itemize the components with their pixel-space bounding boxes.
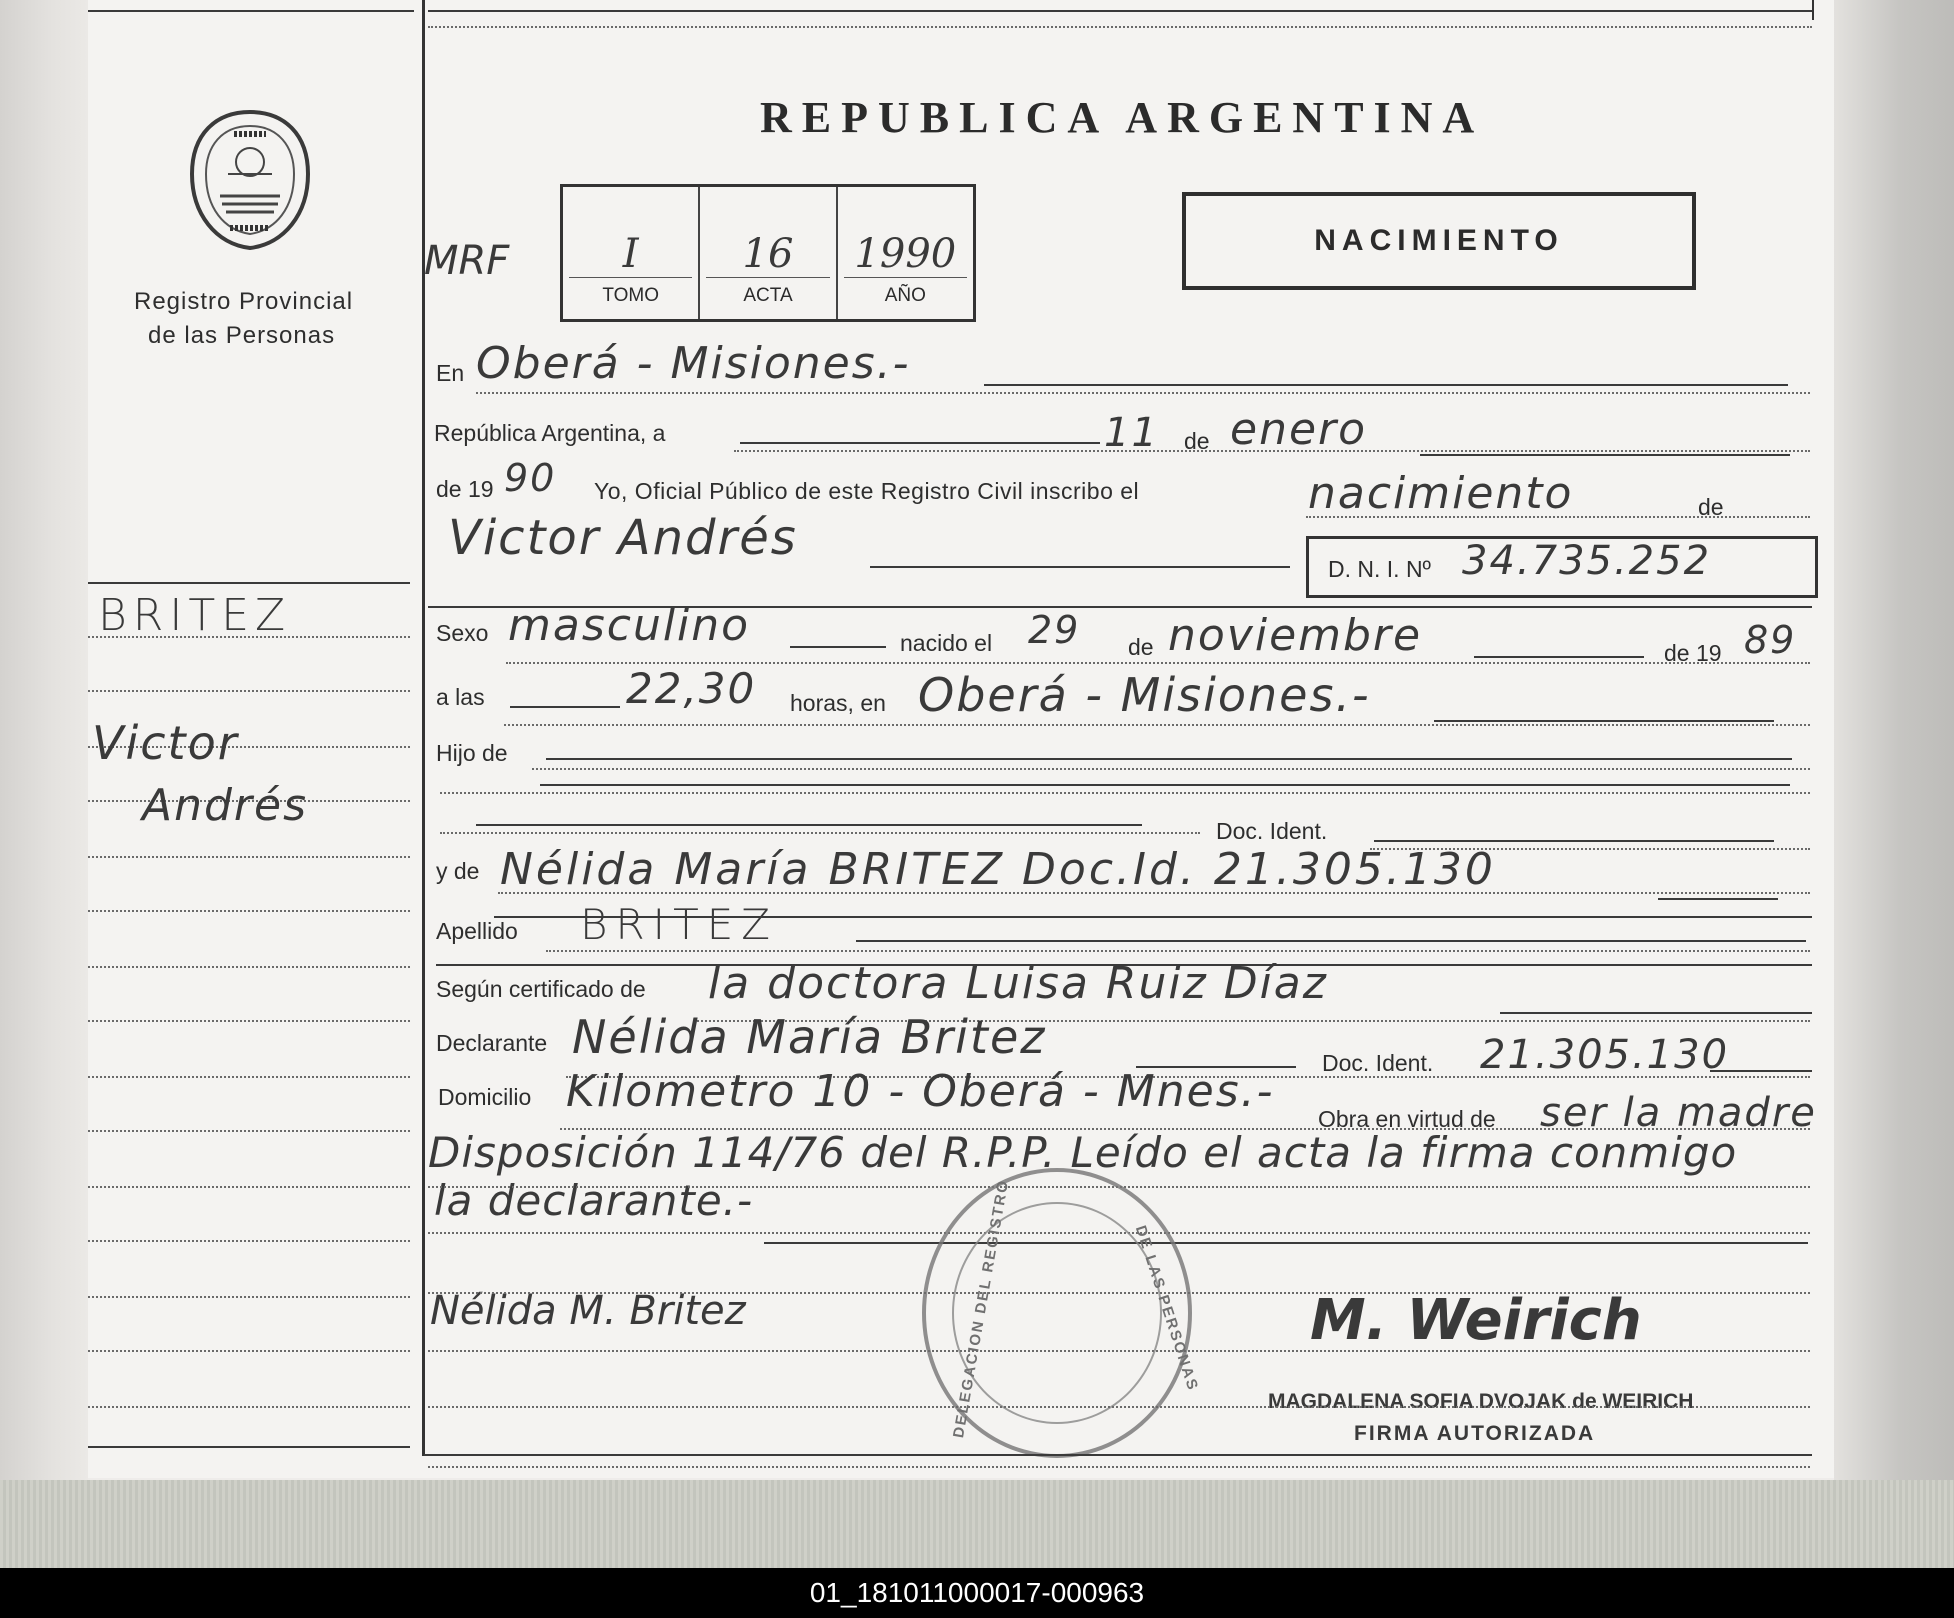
officer-role: FIRMA AUTORIZADA xyxy=(1354,1422,1596,1445)
dni-label: D. N. I. Nº xyxy=(1328,556,1431,582)
officer-signature: M. Weirich xyxy=(1310,1288,1642,1353)
en-line xyxy=(984,384,1788,386)
month-value: enero xyxy=(1230,404,1368,455)
apellido-label: Apellido xyxy=(436,918,518,944)
bottom-rule xyxy=(424,1454,1812,1456)
domicilio-value: Kilometro 10 - Oberá - Mnes.- xyxy=(566,1066,1275,1117)
tomo-cell xyxy=(563,187,700,319)
birth-day: 29 xyxy=(1028,608,1081,652)
sig-dots xyxy=(428,1406,1810,1408)
hijo-dots xyxy=(532,768,1810,770)
margin-rule xyxy=(88,582,410,584)
apellido-value: BRITEZ xyxy=(580,900,779,949)
officer-name: MAGDALENA SOFIA DVOJAK de WEIRICH xyxy=(1268,1390,1694,1413)
top-rule xyxy=(428,10,1812,12)
book-edge-left xyxy=(0,0,88,1568)
en-dots xyxy=(476,392,1810,394)
note-line-1: Disposición 114/76 del R.P.P. Leído el acta la firma conmigo xyxy=(428,1128,1738,1177)
margin-line xyxy=(88,690,410,692)
sexo-line xyxy=(790,646,886,648)
sig-dots xyxy=(428,1292,1810,1294)
acta-cell xyxy=(700,187,837,319)
acta-label: ACTA xyxy=(743,285,793,306)
nacido-label: nacido el xyxy=(900,630,993,656)
segun-line xyxy=(1500,1012,1812,1014)
obra-label: Obra en virtud de xyxy=(1318,1106,1496,1132)
declarante-doc: 21.305.130 xyxy=(1480,1032,1730,1078)
top-dots xyxy=(428,26,1812,28)
father-dots xyxy=(440,832,1200,834)
stamp-text-right: DE LAS PERSONAS xyxy=(1131,1223,1202,1394)
birth-month: noviembre xyxy=(1168,610,1423,661)
horas-label: horas, en xyxy=(790,690,886,716)
note-rule xyxy=(764,1242,1808,1244)
a-las-line xyxy=(510,706,620,708)
dni-value: 34.735.252 xyxy=(1462,538,1712,584)
de-label: de xyxy=(1184,428,1210,454)
hijo-dots-2 xyxy=(440,792,1810,794)
image-id-label: 01_181011000017-000963 xyxy=(809,1577,1145,1608)
acta-value: 16 xyxy=(742,231,794,277)
de-19-label: de 19 xyxy=(1664,640,1722,666)
right-tick xyxy=(1812,0,1814,20)
segun-value: la doctora Luisa Ruiz Díaz xyxy=(708,958,1328,1009)
year-suffix: 90 xyxy=(504,456,557,500)
a-las-label: a las xyxy=(436,684,485,710)
republica-label: República Argentina, a xyxy=(434,420,666,446)
note-line-2: la declarante.- xyxy=(434,1176,754,1225)
day-line xyxy=(740,442,1100,444)
book-cover-edge xyxy=(0,1480,1954,1568)
child-name: Victor Andrés xyxy=(448,510,798,566)
declarant-signature: Nélida M. Britez xyxy=(430,1288,746,1334)
declarante-doc-line xyxy=(1710,1070,1812,1072)
margin-line xyxy=(88,1350,410,1352)
margin-line xyxy=(88,1076,410,1078)
mother-dots xyxy=(498,892,1810,894)
margin-line xyxy=(88,966,410,968)
column-divider xyxy=(422,0,425,1456)
declarante-value: Nélida María Britez xyxy=(572,1010,1047,1064)
birth-month-line xyxy=(1474,656,1644,658)
mother-line xyxy=(1658,898,1778,900)
sig-dots xyxy=(428,1350,1810,1352)
birth-place-line xyxy=(1434,720,1774,722)
act-type-label: NACIMIENTO xyxy=(1314,224,1564,257)
birth-place: Oberá - Misiones.- xyxy=(918,668,1371,722)
sexo-value: masculino xyxy=(508,600,751,651)
margin-line xyxy=(88,1406,410,1408)
margin-line xyxy=(88,1186,410,1188)
margin-line xyxy=(88,1240,410,1242)
ano-label: AÑO xyxy=(884,285,926,306)
de-label-3: de xyxy=(1128,634,1154,660)
act-type-box xyxy=(1182,192,1696,290)
en-label: En xyxy=(436,360,465,386)
misiones-seal-icon xyxy=(180,104,320,254)
hours-value: 22,30 xyxy=(626,664,757,713)
father-line xyxy=(476,824,1142,826)
month-line xyxy=(1420,454,1790,456)
day-value: 11 xyxy=(1104,410,1159,456)
obra-value: ser la madre xyxy=(1540,1090,1817,1136)
de-label-2: de xyxy=(1698,494,1724,520)
image-id-bar xyxy=(0,1568,1954,1618)
apellido-line xyxy=(856,940,1806,942)
margin-line xyxy=(88,856,410,858)
declarante-doc-label: Doc. Ident. xyxy=(1322,1050,1434,1076)
sexo-label: Sexo xyxy=(436,620,489,646)
birth-year-suffix: 89 xyxy=(1744,618,1797,662)
bottom-dots xyxy=(428,1466,1810,1468)
registry-line-2: de las Personas xyxy=(148,322,336,349)
book-spine xyxy=(1834,0,1954,1568)
apellido-dots xyxy=(546,950,1810,952)
hijo-line xyxy=(546,758,1792,760)
hijo-line-2 xyxy=(540,784,1790,786)
margin-line xyxy=(88,1296,410,1298)
hijo-label: Hijo de xyxy=(436,740,508,766)
declarante-label: Declarante xyxy=(436,1030,548,1056)
record-number-table xyxy=(560,184,976,322)
year-prefix: de 19 xyxy=(436,476,494,502)
en-value: Oberá - Misiones.- xyxy=(476,338,911,389)
segun-label: Según certificado de xyxy=(436,976,646,1002)
yo-text: Yo, Oficial Público de este Registro Civil inscribo el xyxy=(594,478,1140,504)
ano-cell xyxy=(838,187,973,319)
country-title: REPUBLICA ARGENTINA xyxy=(760,93,1485,142)
a-las-dots xyxy=(504,724,1810,726)
top-rule-left xyxy=(88,10,414,12)
margin-initials: MRF xyxy=(424,238,510,284)
margin-line xyxy=(88,1130,410,1132)
father-doc-line xyxy=(1374,840,1774,842)
margin-line xyxy=(88,910,410,912)
margin-given-name-2: Andrés xyxy=(142,780,308,831)
name-line xyxy=(870,566,1290,568)
margin-line xyxy=(88,1020,410,1022)
y-de-label: y de xyxy=(436,858,480,884)
father-doc-label: Doc. Ident. xyxy=(1216,818,1328,844)
tomo-label: TOMO xyxy=(602,285,659,306)
stamp-text-left: DELEGACION DEL REGISTRO xyxy=(950,1177,1013,1440)
tomo-value: I xyxy=(622,231,639,277)
margin-surname: BRITEZ xyxy=(98,590,292,641)
mother-value: Nélida María BRITEZ Doc.Id. 21.305.130 xyxy=(500,844,1496,895)
inscribo-value: nacimiento xyxy=(1308,468,1574,519)
domicilio-label: Domicilio xyxy=(438,1084,532,1110)
registry-line-1: Registro Provincial xyxy=(134,288,354,315)
row2-dots xyxy=(734,450,1810,452)
row3-dots xyxy=(1306,516,1810,518)
margin-bottom-rule xyxy=(88,1446,410,1448)
margin-given-name-1: Victor xyxy=(92,716,239,770)
ano-value: 1990 xyxy=(854,231,957,277)
